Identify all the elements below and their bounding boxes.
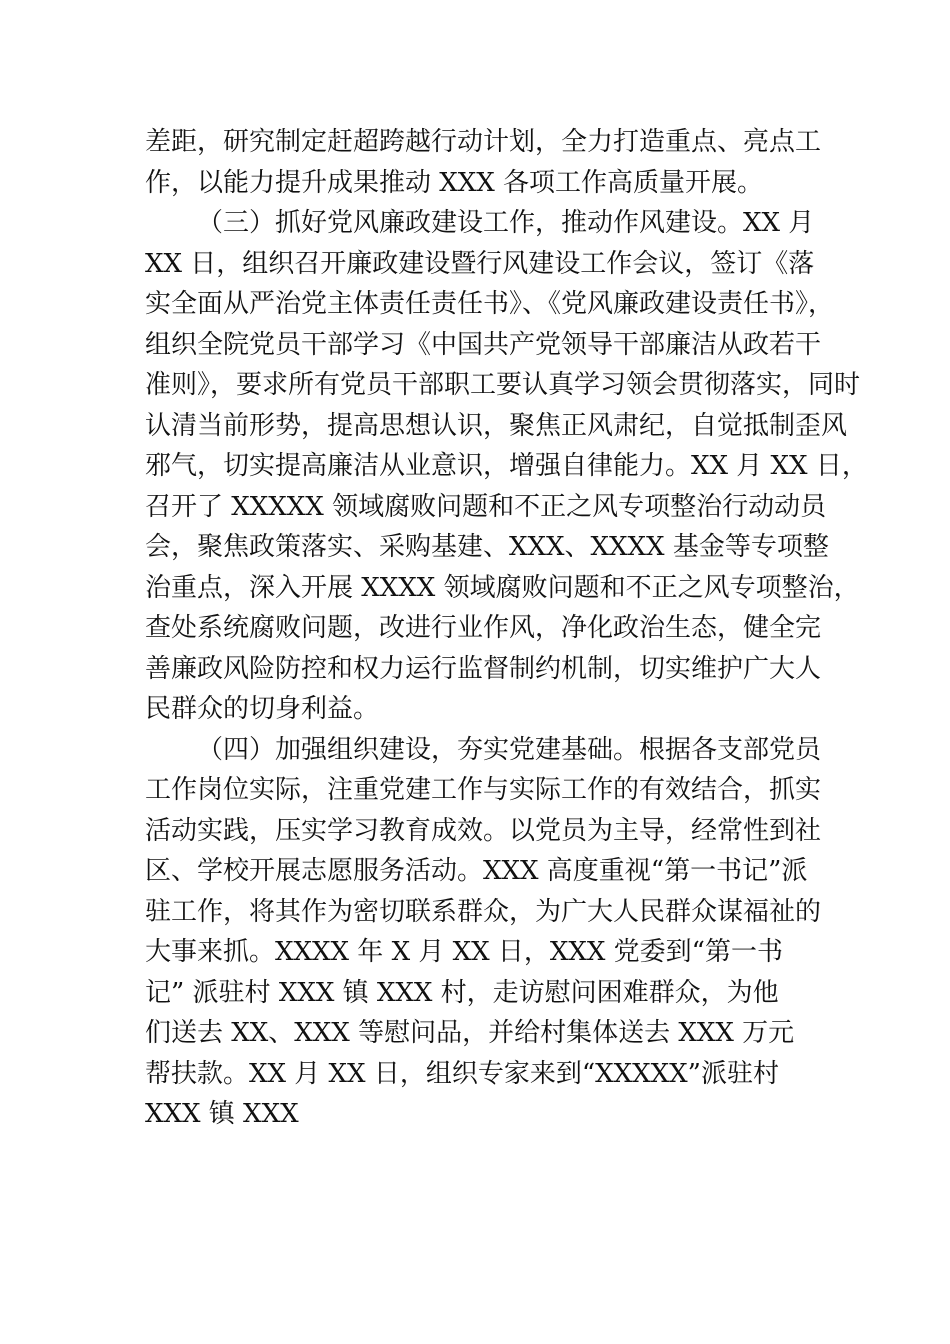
text-line: 工作岗位实际，注重党建工作与实际工作的有效结合，抓实 <box>145 775 822 805</box>
text-line: 差距，研究制定赶超跨越行动计划，全力打造重点、亮点工 <box>145 127 822 157</box>
text-line: 会，聚焦政策落实、采购基建、XXX、XXXX 基金等专项整 <box>145 532 829 562</box>
text-line: 查处系统腐败问题，改进行业作风，净化政治生态，健全完 <box>145 613 822 643</box>
text-line: 认清当前形势，提高思想认识，聚焦正风肃纪，自觉抵制歪风 <box>145 410 848 441</box>
text-line: 善廉政风险防控和权力运行监督制约机制，切实维护广大人 <box>145 653 822 684</box>
text-line: 民群众的切身利益。 <box>145 694 380 724</box>
text-line: 记” 派驻村 XXX 镇 XXX 村，走访慰问困难群众，为他 <box>145 977 779 1008</box>
text-line: 邪气，切实提高廉洁从业意识，增强自律能力。XX 月 XX 日， <box>145 451 868 481</box>
text-line: 实全面从严治党主体责任责任书》、《党风廉政建设责任书》， <box>145 289 835 319</box>
text-line: 们送去 XX、XXX 等慰问品，并给村集体送去 XXX 万元 <box>145 1018 795 1048</box>
text-line: 治重点，深入开展 XXXX 领域腐败问题和不正之风专项整治， <box>145 572 860 603</box>
text-line: XXX 镇 XXX <box>145 1099 299 1129</box>
text-line: 作，以能力提升成果推动 XXX 各项工作高质量开展。 <box>145 167 764 198</box>
text-line: 驻工作，将其作为密切联系群众，为广大人民群众谋福祉的 <box>145 896 822 927</box>
text-line: XX 日，组织召开廉政建设暨行风建设工作会议，签订《落 <box>145 248 815 279</box>
body-text <box>145 122 868 1135</box>
text-line: 大事来抓。XXXX 年 X 月 XX 日，XXX 党委到“第一书 <box>145 937 783 967</box>
text-line: 帮扶款。XX 月 XX 日，组织专家来到“XXXXX”派驻村 <box>145 1058 779 1089</box>
text-line: 活动实践，压实学习教育成效。以党员为主导，经常性到社 <box>145 815 822 846</box>
text-line: 组织全院党员干部学习《中国共产党领导干部廉洁从政若干 <box>145 329 822 360</box>
text-line: 准则》，要求所有党员干部职工要认真学习领会贯彻落实，同时 <box>145 370 861 400</box>
text-line: 召开了 XXXXX 领域腐败问题和不正之风专项整治行动动员 <box>145 491 827 522</box>
section-heading-line: （三）抓好党风廉政建设工作，推动作风建设。XX 月 <box>197 208 815 238</box>
text-line: 区、学校开展志愿服务活动。XXX 高度重视“第一书记”派 <box>145 856 808 886</box>
section-heading-line: （四）加强组织建设，夯实党建基础。根据各支部党员 <box>197 734 822 765</box>
